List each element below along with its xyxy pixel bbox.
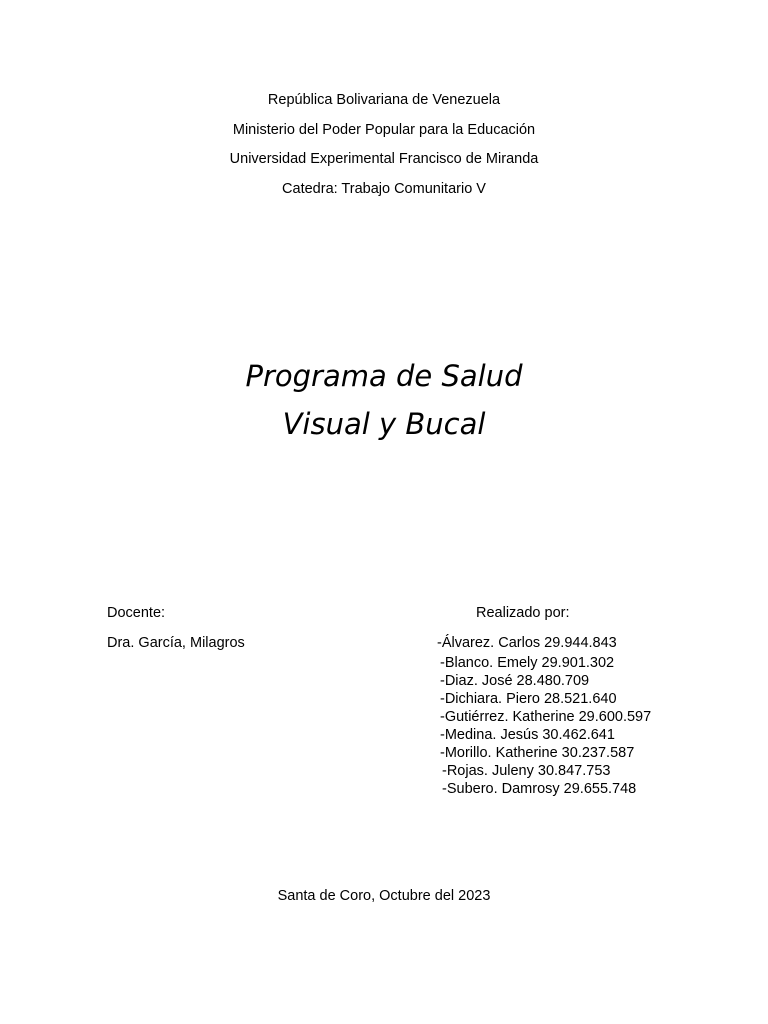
- student-item: -Gutiérrez. Katherine 29.600.597: [440, 709, 652, 725]
- student-item: -Morillo. Katherine 30.237.587: [440, 745, 635, 761]
- page-title-line-2: Visual y Bucal: [282, 407, 486, 441]
- realizado-label: Realizado por:: [476, 605, 570, 621]
- header-republic: República Bolivariana de Venezuela: [267, 92, 501, 108]
- student-item: -Medina. Jesús 30.462.641: [440, 727, 615, 743]
- header-course: Catedra: Trabajo Comunitario V: [282, 181, 486, 197]
- header-ministry: Ministerio del Poder Popular para la Educación: [232, 122, 536, 138]
- student-item: -Dichiara. Piero 28.521.640: [440, 691, 617, 707]
- docente-name: Dra. García, Milagros: [107, 635, 245, 651]
- student-item: -Blanco. Emely 29.901.302: [440, 655, 615, 671]
- place-date: Santa de Coro, Octubre del 2023: [277, 888, 491, 904]
- student-item: -Álvarez. Carlos 29.944.843: [437, 635, 617, 651]
- student-item: -Diaz. José 28.480.709: [440, 673, 590, 689]
- header-university: Universidad Experimental Francisco de Miranda: [229, 151, 539, 167]
- student-item: -Subero. Damrosy 29.655.748: [442, 781, 637, 797]
- docente-label: Docente:: [107, 605, 166, 621]
- page-title-line-1: Programa de Salud: [245, 359, 523, 393]
- student-item: -Rojas. Juleny 30.847.753: [442, 763, 611, 779]
